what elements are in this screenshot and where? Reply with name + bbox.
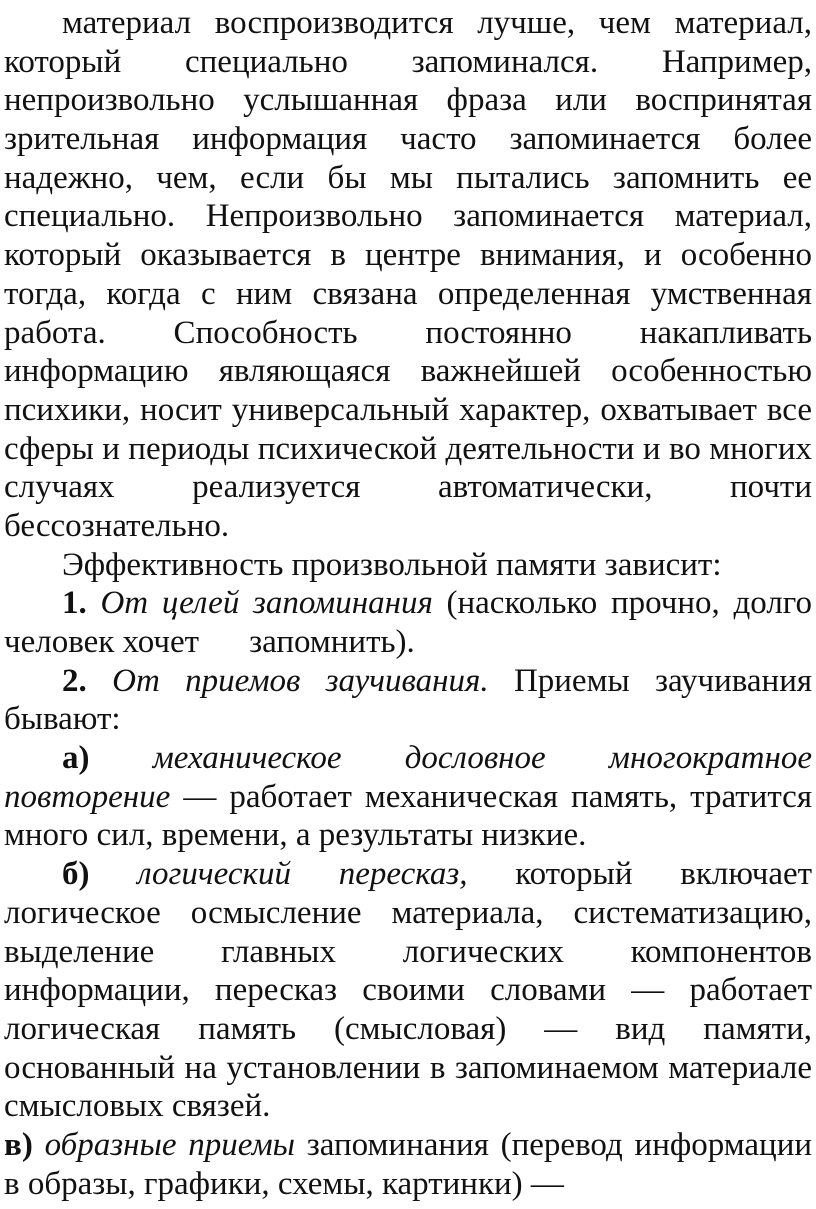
text-line: бессознательно.: [4, 507, 230, 544]
text-line: материал воспроизводится лучше, чем материал,: [62, 5, 812, 41]
text-line: тогда, когда с ним связана определенная умственная: [4, 275, 812, 312]
list-item-b: [4, 855, 812, 1126]
item-title: повторение: [4, 778, 171, 815]
text-line: [4, 739, 812, 778]
item-title: От приемов заучивания.: [112, 662, 489, 699]
text-line: информацию являющаяся важнейшей особенностью: [4, 353, 812, 390]
item-text: Приемы заучивания: [513, 662, 813, 699]
text-line: [4, 855, 812, 894]
text-line: надежно, чем, если бы мы пытались запомнить ее: [4, 159, 812, 196]
text-line: случаях реализуется автоматически, почти: [4, 469, 812, 506]
text-line: [4, 662, 812, 701]
item-title: образные приемы: [44, 1126, 295, 1163]
text-line: [4, 1126, 812, 1165]
item-marker: в): [4, 1126, 33, 1163]
text-line: логическое осмысление материала, систематизацию,: [4, 894, 812, 931]
text-line: в образы, графики, схемы, картинки) —: [4, 1165, 564, 1202]
item-text: запоминания (перевод информации: [306, 1126, 813, 1163]
text-line: информации, пересказ своими словами — работает: [4, 972, 812, 1009]
list-item-c: [4, 1126, 812, 1203]
text-line: сферы и периоды психической деятельности и во многих: [4, 430, 812, 467]
text-line: [4, 623, 812, 662]
text-line: зрительная информация часто запоминается более: [4, 121, 812, 158]
item-text: (насколько прочно, долго: [446, 585, 812, 622]
text-line: специально. Непроизвольно запоминается материал,: [4, 198, 812, 235]
item-number: 1.: [62, 585, 87, 622]
list-item-a: [4, 739, 812, 855]
item-marker: а): [62, 740, 90, 777]
list-item-2: [4, 662, 812, 739]
list-item-1: [4, 584, 812, 661]
text-line: [4, 584, 812, 623]
text-line: непроизвольно услышанная фраза или воспринятая: [4, 82, 812, 119]
text-line: работа. Способность постоянно накапливать: [4, 314, 812, 351]
text-line: [4, 778, 812, 817]
item-title: От целей запоминания: [100, 585, 433, 622]
document-page: [4, 4, 812, 1203]
text-line: который специально запоминался. Например,: [4, 43, 812, 80]
item-title: логический пересказ,: [137, 856, 468, 893]
item-number: 2.: [62, 662, 87, 699]
item-text: — работает механическая память, тратится: [183, 778, 812, 815]
paragraph-2: Эффективность произвольной памяти зависит:: [62, 546, 722, 583]
text-line: много сил, времени, а результаты низкие.: [4, 817, 587, 854]
text-line: психики, носит универсальный характер, охватывает все: [4, 391, 812, 428]
text-line: основанный на установлении в запоминаемом материале: [4, 1049, 812, 1086]
text-line: смысловых связей.: [4, 1088, 271, 1125]
item-marker: б): [62, 856, 90, 893]
item-text: который включает: [515, 856, 813, 893]
text-line: логическая память (смысловая) — вид памяти,: [4, 1010, 812, 1047]
text-line: выделение главных логических компонентов: [4, 933, 812, 970]
item-text: человек хочет: [4, 624, 200, 660]
paragraph-1: [4, 4, 812, 546]
item-text: запомнить).: [249, 624, 415, 660]
text-line: который оказывается в центре внимания, и особенно: [4, 237, 812, 274]
text-line: бывают:: [4, 701, 121, 738]
item-title: механическое дословное многократное: [152, 740, 812, 777]
